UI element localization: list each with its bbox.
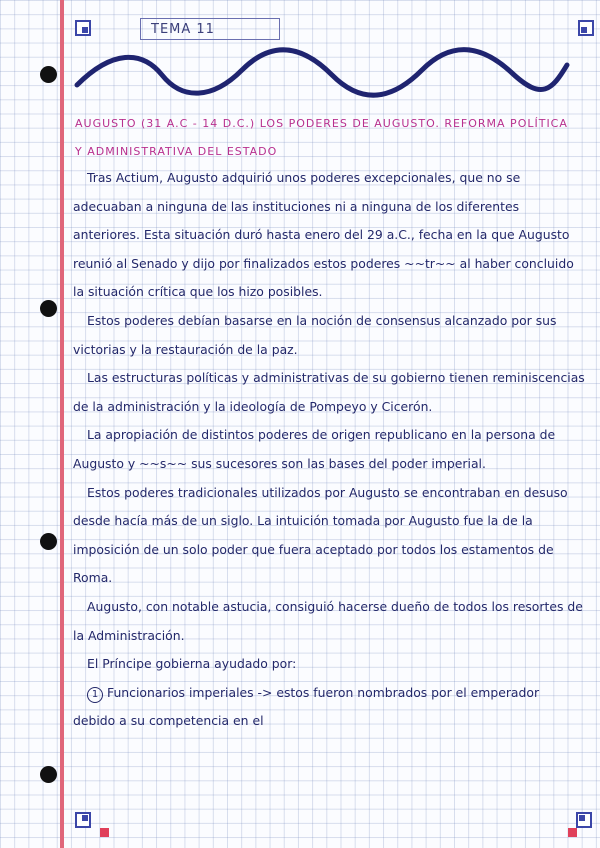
page-title: TEMA 11 [140, 18, 280, 40]
paragraph: Tras Actium, Augusto adquirió unos poderes excepcionales, que no se adecuaban a ninguna de las instituciones ni a ninguna de los diferentes anteriores. Esta situación duró hasta enero del 29 a.C., fecha en la que Augusto reunió al Senado y dijo por finalizados estos poderes ~~tr~~ al haber concluido la situación crítica que los hizo posibles. [73, 170, 574, 300]
red-marker [100, 828, 109, 837]
list-number: 1 [87, 687, 103, 703]
decorative-squiggle [72, 45, 572, 100]
red-marker [568, 828, 577, 837]
paragraph: Estos poderes tradicionales utilizados por Augusto se encontraban en desuso desde hacía más de un siglo. La intuición tomada por Augusto fue la de la imposición de un solo poder que fuera aceptado por todos los estamentos de Roma. [73, 484, 568, 586]
corner-marker-icon [578, 20, 594, 36]
corner-marker-icon [75, 812, 91, 828]
notes-body [73, 164, 585, 736]
list-item-text: Funcionarios imperiales -> estos fueron nombrados por el emperador debido a su competencia en el [73, 684, 540, 729]
margin-line [60, 0, 64, 848]
list-item [73, 679, 585, 736]
paragraph: Las estructuras políticas y administrativas de su gobierno tienen reminiscencias de la administración y la ideología de Pompeyo y Cicerón. [73, 370, 585, 414]
binder-hole [40, 300, 57, 317]
corner-marker-icon [75, 20, 91, 36]
binder-hole [40, 766, 57, 783]
section-heading: AUGUSTO (31 A.C - 14 D.C.) LOS PODERES DE AUGUSTO. REFORMA POLÍTICA Y ADMINISTRATIVA DEL ESTADO [75, 117, 568, 158]
paragraph: La apropiación de distintos poderes de origen republicano en la persona de Augusto y ~~s~~ sus sucesores son las bases del poder imperial. [73, 427, 556, 471]
paragraph: El Príncipe gobierna ayudado por: [87, 656, 297, 672]
binder-hole [40, 533, 57, 550]
paragraph: Estos poderes debían basarse en la noción de consensus alcanzado por sus victorias y la restauración de la paz. [73, 312, 557, 357]
binder-hole [40, 66, 57, 83]
paragraph: Augusto, con notable astucia, consiguió hacerse dueño de todos los resortes de la Administración. [73, 598, 583, 643]
corner-marker-icon [576, 812, 592, 828]
